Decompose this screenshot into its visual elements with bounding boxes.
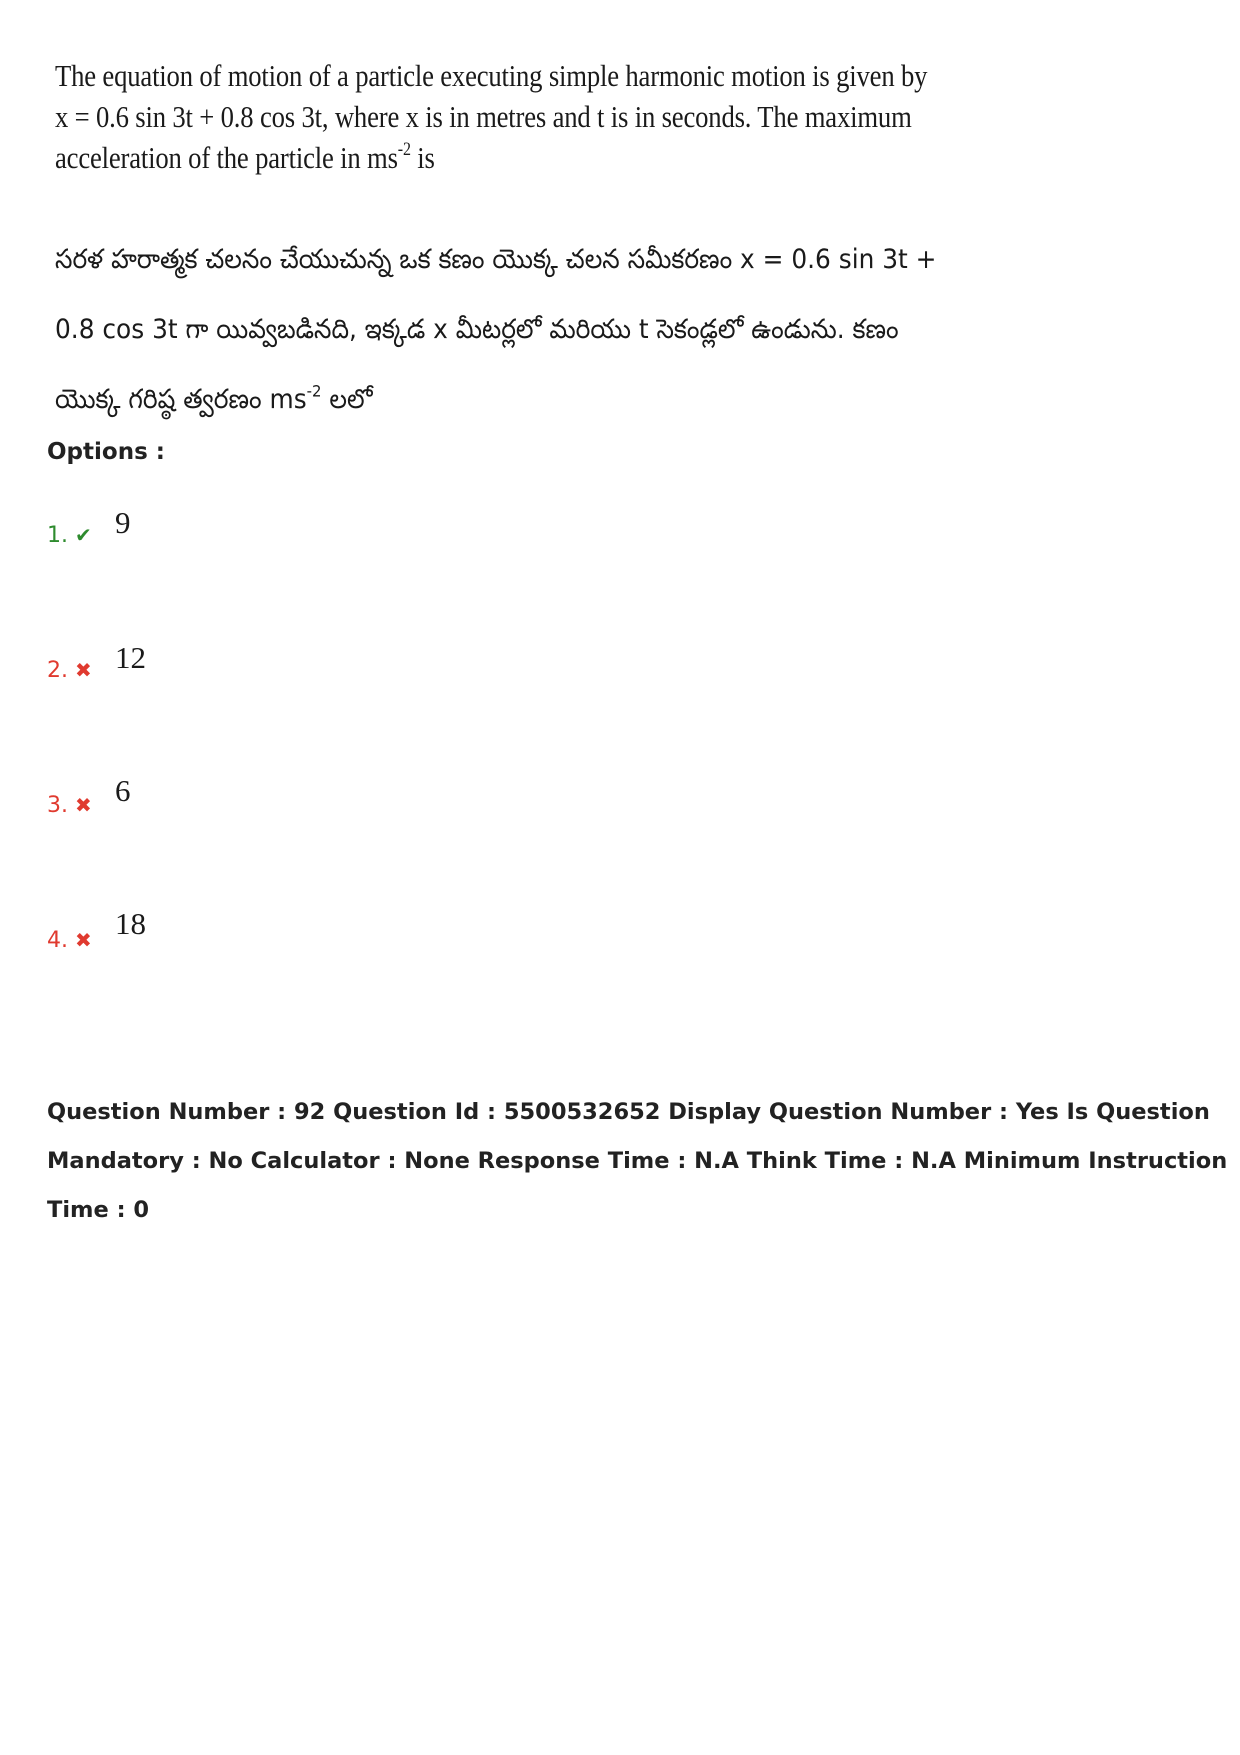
- question-te-line-3: యొక్క గరిష్ఠ త్వరణం $ms^{-2}$ లలో: [55, 381, 373, 415]
- question-te-line-2: 0.8 cos 3t గా యివ్వబడినది, ఇక్కడ x మీటర్లలో మరియు t సెకండ్లలో ఉండును. కణం: [55, 314, 899, 345]
- option-2: [47, 640, 447, 700]
- question-en-line-1: The equation of motion of a particle executing simple harmonic motion is given by: [55, 58, 928, 93]
- question-text-english: [55, 55, 949, 178]
- cross-icon: ✖: [75, 793, 92, 817]
- cross-icon: ✖: [75, 928, 92, 952]
- question-image: [55, 55, 955, 415]
- metadata-line-1: Question Number : 92 Question Id : 5500532652 Display Question Number : Yes Is Question: [47, 1099, 1210, 1125]
- option-number: 3.: [47, 793, 68, 818]
- option-value: 9: [115, 505, 131, 540]
- question-te-line-1: సరళ హరాత్మక చలనం చేయుచున్న ఒక కణం యొక్క చలన సమీకరణం x = 0.6 sin 3t +: [55, 244, 937, 275]
- superscript: -2: [397, 138, 411, 160]
- option-number: 2.: [47, 658, 68, 683]
- question-text-telugu: [55, 225, 975, 435]
- metadata-line-3: Time : 0: [47, 1197, 150, 1223]
- question-en-line-2: x = 0.6 sin 3t + 0.8 cos 3t, where x is in metres and t is in seconds. The maximum: [55, 99, 912, 134]
- superscript: -2: [306, 381, 322, 401]
- option-value: 12: [115, 640, 146, 675]
- question-metadata: [47, 1088, 1228, 1235]
- option-number: 1.: [47, 523, 68, 548]
- option-number: 4.: [47, 928, 68, 953]
- metadata-line-2: Mandatory : No Calculator : None Response Time : N.A Think Time : N.A Minimum Instruction: [47, 1148, 1228, 1174]
- option-1: [47, 505, 447, 565]
- question-en-line-3: acceleration of the particle in $ms^{-2}$ is: [55, 138, 435, 175]
- cross-icon: ✖: [75, 658, 92, 682]
- option-4: [47, 906, 447, 966]
- option-value: 18: [115, 906, 146, 941]
- options-label: Options :: [47, 439, 165, 465]
- option-3: [47, 773, 447, 833]
- option-value: 6: [115, 773, 131, 808]
- check-icon: ✔: [75, 523, 92, 547]
